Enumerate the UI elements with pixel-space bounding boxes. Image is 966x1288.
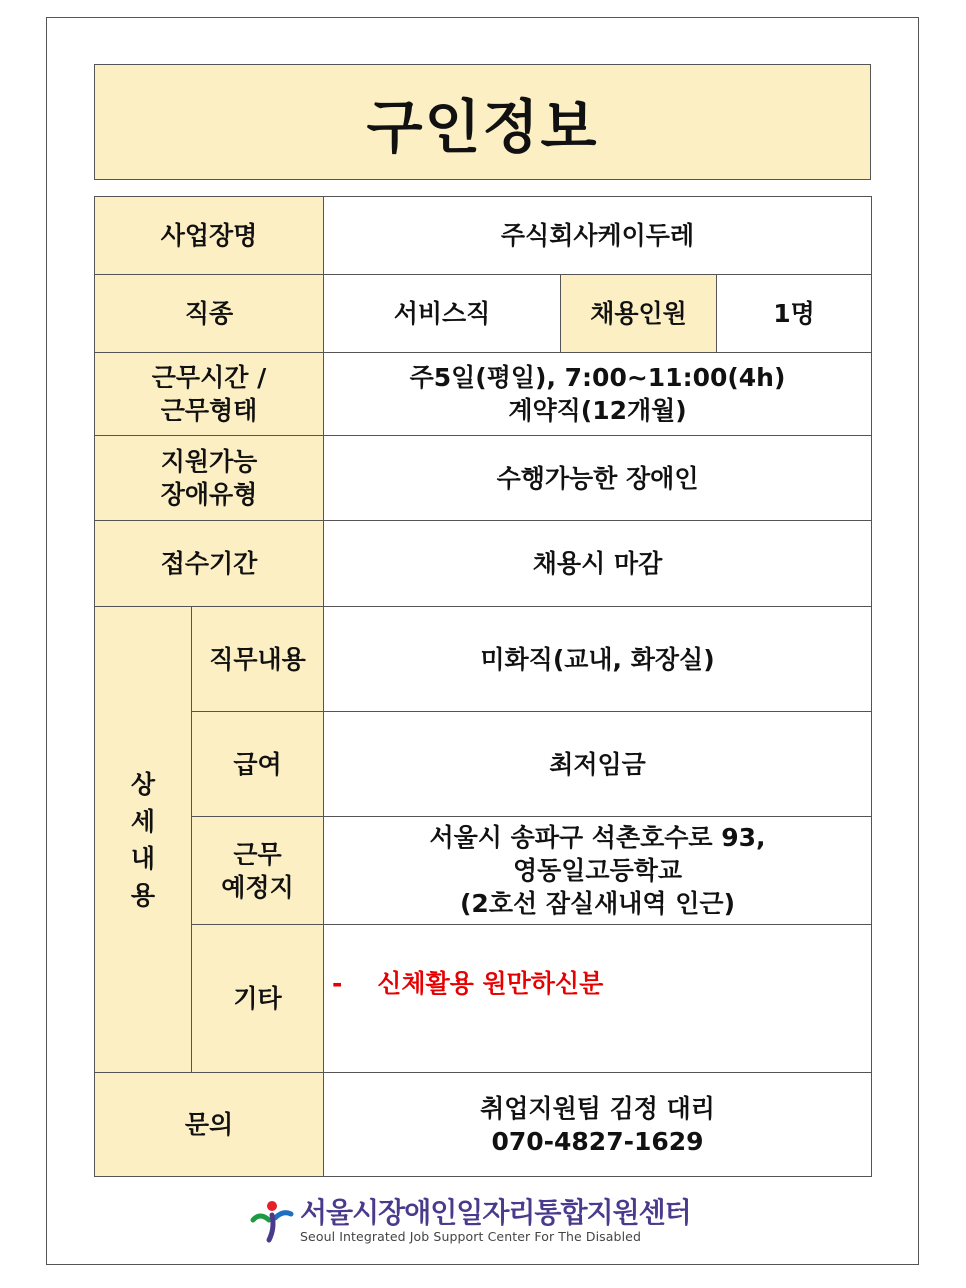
company-label: 사업장명: [95, 197, 324, 275]
org-name-kr: 서울시장애인일자리통합지원센터: [300, 1196, 691, 1229]
contact-value-line2: 070-4827-1629: [491, 1126, 704, 1156]
etc-value: - 신체활용 원만하신분: [332, 969, 604, 998]
page-title: 구인정보: [366, 93, 599, 161]
row-hours: [95, 353, 872, 436]
person-figure-logo-icon: [250, 1198, 294, 1244]
job-info-table: [94, 196, 872, 1177]
disability-value: 수행가능한 장애인: [324, 436, 872, 521]
details-char: 상: [130, 769, 156, 799]
hours-value-line2: 계약직(12개월): [508, 396, 687, 425]
row-duty: [95, 607, 872, 712]
salary-value: 최저임금: [324, 712, 872, 817]
contact-label: 문의: [95, 1073, 324, 1177]
location-label-line1: 근무: [233, 839, 282, 869]
details-group-label: [95, 607, 192, 1073]
details-char: 용: [130, 880, 156, 910]
job-label: 직종: [95, 275, 324, 353]
details-char: 세: [130, 806, 156, 836]
company-value: 주식회사케이두레: [324, 197, 872, 275]
row-period: [95, 521, 872, 607]
location-label: [192, 817, 324, 925]
org-footer: [250, 1194, 720, 1248]
hours-value-line1: 주5일(평일), 7:00~11:00(4h): [409, 363, 786, 392]
row-location: [95, 817, 872, 925]
location-value: [324, 817, 872, 925]
location-value-line2: 영동일고등학교: [512, 856, 683, 885]
headcount-label: 채용인원: [561, 275, 717, 353]
etc-value-cell: [324, 925, 872, 1073]
period-label: 접수기간: [95, 521, 324, 607]
hours-label: [95, 353, 324, 436]
duty-value: 미화직(교내, 화장실): [324, 607, 872, 712]
title-banner: [94, 64, 871, 180]
hours-label-line2: 근무형태: [160, 396, 258, 425]
etc-label: 기타: [192, 925, 324, 1073]
period-value: 채용시 마감: [324, 521, 872, 607]
salary-label: 급여: [192, 712, 324, 817]
contact-value-line1: 취업지원팀 김정 대리: [480, 1093, 715, 1123]
disability-label-line1: 지원가능: [160, 447, 258, 476]
location-value-line3: (2호선 잠실새내역 인근): [460, 889, 736, 918]
row-contact: [95, 1073, 872, 1177]
headcount-value: 1명: [717, 275, 872, 353]
contact-value: [324, 1073, 872, 1177]
org-name-en: Seoul Integrated Job Support Center For The Disabled: [300, 1229, 641, 1244]
hours-value: [324, 353, 872, 436]
disability-label-line2: 장애유형: [160, 480, 258, 509]
row-disability: [95, 436, 872, 521]
location-label-line2: 예정지: [221, 872, 294, 902]
row-company: [95, 197, 872, 275]
row-job: [95, 275, 872, 353]
row-salary: [95, 712, 872, 817]
location-value-line1: 서울시 송파구 석촌호수로 93,: [429, 823, 766, 852]
duty-label: 직무내용: [192, 607, 324, 712]
job-value: 서비스직: [324, 275, 561, 353]
hours-label-line1: 근무시간 /: [151, 363, 267, 392]
row-etc: [95, 925, 872, 1073]
details-char: 내: [130, 843, 156, 873]
disability-label: [95, 436, 324, 521]
